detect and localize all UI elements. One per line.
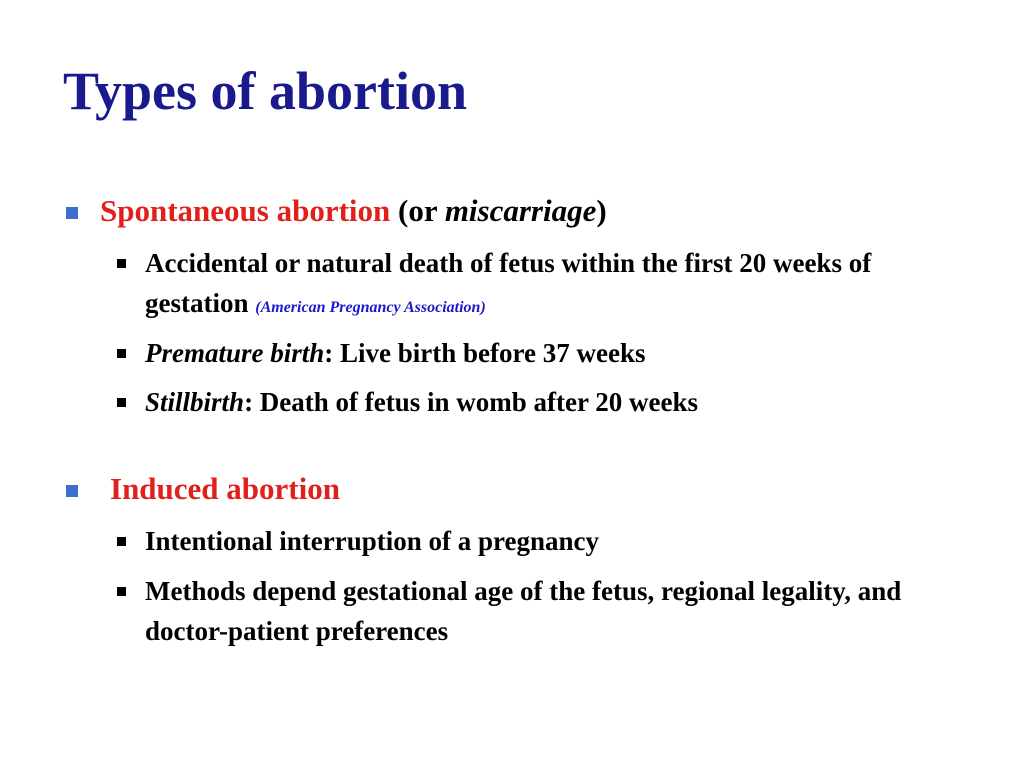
heading-suffix-term: miscarriage	[444, 193, 597, 228]
item-text: : Death of fetus in womb after 20 weeks	[244, 387, 698, 417]
square-bullet-icon	[66, 207, 78, 219]
item-text: Accidental or natural death of fetus within the first 20 weeks of gestation	[145, 248, 872, 318]
heading-suffix-open: (or	[390, 193, 445, 228]
slide-title: Types of abortion	[63, 61, 468, 121]
small-square-bullet-icon	[117, 587, 126, 596]
section-heading-induced: Induced abortion	[110, 471, 340, 506]
list-item	[145, 382, 935, 422]
item-citation: (American Pregnancy Association)	[255, 299, 486, 316]
section-heading-spontaneous	[100, 192, 607, 229]
item-text: Methods depend gestational age of the fetus, regional legality, and doctor-patient preferences	[145, 576, 902, 646]
list-item	[145, 243, 935, 328]
heading-term: Spontaneous abortion	[100, 193, 391, 228]
item-term: Premature birth	[145, 338, 325, 368]
item-text: : Live birth before 37 weeks	[324, 338, 646, 368]
small-square-bullet-icon	[117, 537, 126, 546]
list-item	[145, 521, 935, 561]
item-term: Stillbirth	[145, 387, 245, 417]
small-square-bullet-icon	[117, 398, 126, 407]
list-item	[145, 333, 935, 373]
small-square-bullet-icon	[117, 349, 126, 358]
square-bullet-icon	[66, 485, 78, 497]
small-square-bullet-icon	[117, 259, 126, 268]
item-text: Intentional interruption of a pregnancy	[145, 526, 600, 556]
list-item	[145, 571, 935, 651]
heading-suffix-close: )	[596, 193, 607, 228]
